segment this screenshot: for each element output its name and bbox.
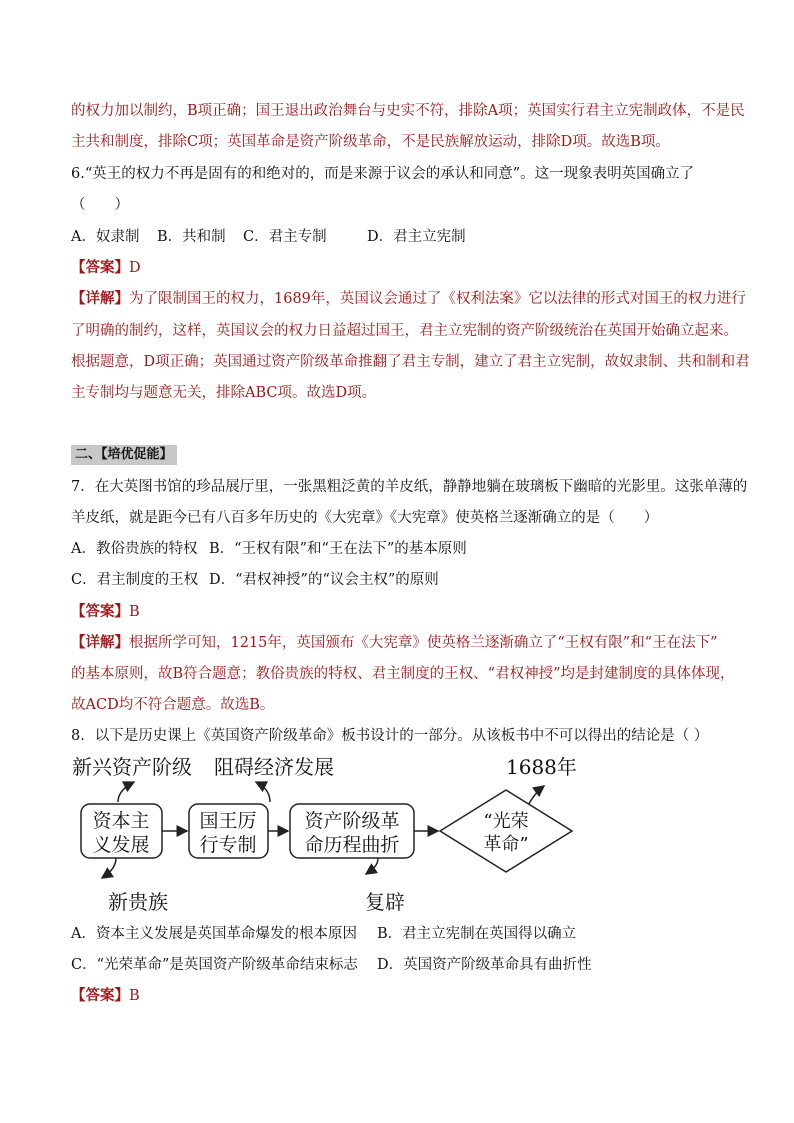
question-6-paren: （ ） bbox=[71, 197, 129, 213]
label-1688: 1688年 bbox=[506, 755, 577, 779]
label-new-nobility: 新贵族 bbox=[108, 890, 168, 914]
option-b: B．共和制 bbox=[157, 229, 226, 245]
question-7-options-cd bbox=[71, 570, 439, 590]
option-a: A．奴隶制 bbox=[71, 229, 140, 245]
option-c: C．“光荣革命”是英国资产阶级革命结束标志 bbox=[71, 957, 358, 973]
box-revolution-line-1: 资产阶级革 bbox=[304, 810, 400, 832]
label-restoration: 复辟 bbox=[365, 890, 405, 914]
detail-6-line-2: 了明确的制约，这样，英国议会的权力日益超过国王，君主立宪制的资产阶级统治在英国开始确立起来。 bbox=[71, 323, 738, 339]
option-a: A．资本主义发展是英国革命爆发的根本原因 bbox=[71, 926, 357, 942]
question-7-options-ab bbox=[71, 539, 467, 559]
answer-6 bbox=[71, 258, 141, 278]
detail-6-line-4: 主专制均与题意无关，排除ABC项。故选D项。 bbox=[71, 385, 377, 401]
box-revolution-line-2: 命历程曲折 bbox=[304, 834, 400, 856]
answer-value: D bbox=[129, 260, 141, 276]
arrow-down-2 bbox=[366, 858, 378, 874]
prev-explanation-line-1: 的权力加以制约，B项正确；国王退出政治舞台与史实不符，排除A项；英国实行君主立宪制政体，不是民 bbox=[71, 103, 745, 119]
diamond-line-2: 革命” bbox=[483, 834, 529, 855]
detail-6-line-1: 【详解】为了限制国王的权力，1689年，英国议会通过了《权利法案》它以法律的形式对国王的权力进行 bbox=[71, 290, 746, 307]
answer-value: B bbox=[129, 988, 140, 1004]
answer-value: B bbox=[129, 604, 140, 620]
option-d: D．君主立宪制 bbox=[367, 229, 466, 245]
answer-8 bbox=[71, 986, 140, 1006]
question-8-stem: 8．以下是历史课上《英国资产阶级革命》板书设计的一部分。从该板书中不可以得出的结论是（ ） bbox=[71, 728, 709, 744]
detail-label: 【详解】 bbox=[71, 634, 129, 651]
arrow-up-2 bbox=[256, 782, 270, 802]
label-hinder-economy: 阻碍经济发展 bbox=[214, 755, 334, 779]
option-a: A．教俗贵族的特权 bbox=[71, 541, 198, 557]
box-capitalism-line-2: 义发展 bbox=[92, 834, 150, 856]
question-8-options-ab bbox=[71, 924, 576, 944]
answer-label: 【答案】 bbox=[71, 603, 129, 620]
section-heading: 二、【培优促能】 bbox=[71, 445, 177, 465]
arrow-up-1 bbox=[118, 782, 134, 802]
box-king-line-1: 国王厉 bbox=[199, 810, 257, 832]
question-8-options-cd bbox=[71, 955, 592, 975]
option-b: B．君主立宪制在英国得以确立 bbox=[377, 926, 577, 942]
question-6-stem: 6.“英王的权力不再是固有的和绝对的，而是来源于议会的承认和同意”。这一现象表明英国确立了 bbox=[71, 166, 695, 182]
diamond-line-1: “光荣 bbox=[483, 811, 529, 832]
option-b: B．“王权有限”和“王在法下”的基本原则 bbox=[209, 541, 467, 557]
answer-label: 【答案】 bbox=[71, 259, 129, 276]
answer-label: 【答案】 bbox=[71, 987, 129, 1004]
option-d: D．“君权神授”的“议会主权”的原则 bbox=[209, 572, 439, 588]
answer-7 bbox=[71, 602, 140, 622]
detail-6-line-3: 根据题意，D项正确；英国通过资产阶级革命推翻了君主专制，建立了君主立宪制，故奴隶制、共和制和君 bbox=[71, 354, 750, 370]
detail-7-line-2: 的基本原则，故B符合题意；教俗贵族的特权、君主制度的王权、“君权神授”均是封建制度的具体体现， bbox=[71, 666, 735, 682]
detail-7-line-3: 故ACD均不符合题意。故选B。 bbox=[71, 697, 275, 713]
question-7-line-1: 7．在大英图书馆的珍品展厅里，一张黑粗泛黄的羊皮纸，静静地躺在玻璃板下幽暗的光影里。这张单薄的 bbox=[71, 479, 748, 495]
option-c: C．君主专制 bbox=[243, 229, 327, 245]
question-7-line-2: 羊皮纸，就是距今已有八百多年历史的《大宪章》《大宪章》使英格兰逐渐确立的是（ ） bbox=[71, 510, 659, 526]
box-capitalism-line-1: 资本主 bbox=[92, 810, 150, 832]
arrow-down-1 bbox=[102, 858, 116, 878]
flow-diagram bbox=[60, 752, 620, 922]
option-d: D．英国资产阶级革命具有曲折性 bbox=[377, 957, 592, 973]
detail-label: 【详解】 bbox=[71, 290, 129, 307]
prev-explanation-line-2: 主共和制度，排除C项；英国革命是资产阶级革命，不是民族解放运动，排除D项。故选B项。 bbox=[71, 134, 670, 150]
box-king-line-2: 行专制 bbox=[199, 834, 257, 856]
question-6-options bbox=[71, 227, 466, 247]
detail-7-line-1: 【详解】根据所学可知，1215年，英国颁布《大宪章》使英格兰逐渐确立了“王权有限”和“王在法下” bbox=[71, 634, 718, 651]
option-c: C．君主制度的王权 bbox=[71, 572, 199, 588]
label-new-bourgeoisie: 新兴资产阶级 bbox=[72, 755, 192, 779]
